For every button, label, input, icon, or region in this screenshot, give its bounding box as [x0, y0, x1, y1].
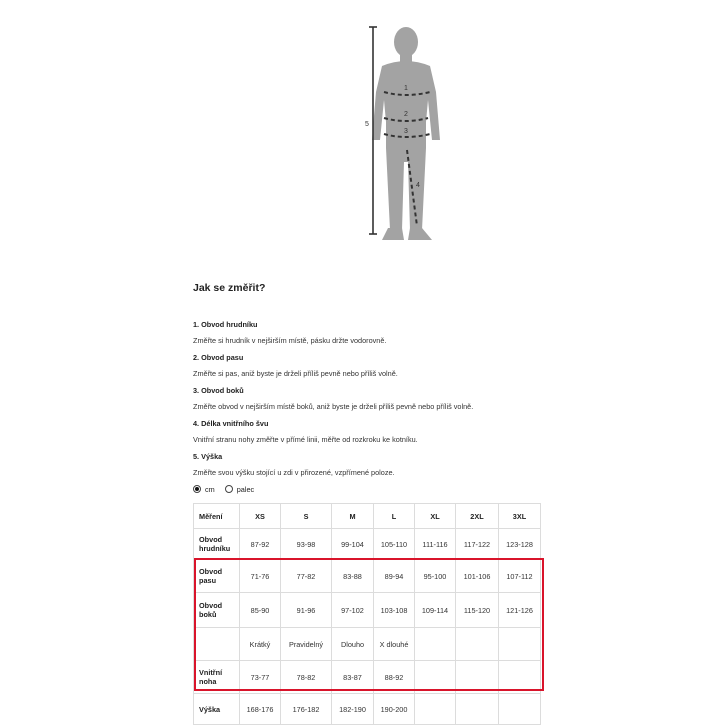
column-header: Měření — [194, 504, 240, 529]
table-cell: 168-176 — [240, 694, 281, 725]
step-title: 1. Obvod hrudníku — [193, 319, 258, 329]
table-cell: 105-110 — [374, 529, 415, 560]
table-cell — [499, 628, 541, 661]
table-cell: 78-82 — [281, 661, 332, 694]
row-label: Obvod hrudníku — [194, 529, 240, 560]
unit-label-palec: palec — [236, 484, 255, 494]
table-cell — [456, 661, 499, 694]
row-label — [194, 628, 240, 661]
table-cell: Dlouho — [332, 628, 374, 661]
step-desc: Vnitřní stranu nohy změřte v přímé linii, měřte od rozkroku ke kotníku. — [193, 435, 418, 444]
table-cell: 121-126 — [499, 593, 541, 628]
table-cell: 109-114 — [415, 593, 456, 628]
row-label: Obvod boků — [194, 593, 240, 628]
table-cell: X dlouhé — [374, 628, 415, 661]
table-cell: 91-96 — [281, 593, 332, 628]
column-header: L — [374, 504, 415, 529]
table-cell — [415, 661, 456, 694]
step-title: 3. Obvod boků — [193, 385, 244, 395]
table-cell: 99-104 — [332, 529, 374, 560]
table-cell: 89-94 — [374, 560, 415, 593]
row-label: Obvod pasu — [194, 560, 240, 593]
unit-label-cm: cm — [205, 484, 215, 494]
row-label: Výška — [194, 694, 240, 725]
table-row — [194, 529, 541, 560]
section-heading: Jak se změřit? — [193, 282, 266, 294]
table-cell: 71-76 — [240, 560, 281, 593]
table-row — [194, 560, 541, 593]
marker-5: 5 — [365, 121, 369, 128]
marker-4: 4 — [416, 182, 420, 189]
table-cell: 101-106 — [456, 560, 499, 593]
measure-guide — [193, 282, 543, 725]
table-cell: 190-200 — [374, 694, 415, 725]
table-cell: 77-82 — [281, 560, 332, 593]
size-table — [193, 503, 541, 725]
table-cell: 107-112 — [499, 560, 541, 593]
table-cell: Pravidelný — [281, 628, 332, 661]
step-title: 4. Délka vnitřního švu — [193, 418, 269, 428]
table-cell: Krátký — [240, 628, 281, 661]
table-cell: 117-122 — [456, 529, 499, 560]
column-header: S — [281, 504, 332, 529]
column-header: XL — [415, 504, 456, 529]
steps-list — [193, 316, 543, 481]
table-cell: 73-77 — [240, 661, 281, 694]
radio-palec[interactable] — [225, 485, 233, 493]
table-cell: 85-90 — [240, 593, 281, 628]
step-desc: Změřte si hrudník v nejširším místě, pásku držte vodorovně. — [193, 336, 387, 345]
table-cell: 182-190 — [332, 694, 374, 725]
table-cell: 111-116 — [415, 529, 456, 560]
table-cell: 93-98 — [281, 529, 332, 560]
marker-2: 2 — [404, 111, 408, 118]
table-cell: 83-87 — [332, 661, 374, 694]
step-desc: Změřte svou výšku stojící u zdi v přirozené, vzpřímené poloze. — [193, 468, 395, 477]
column-header: XS — [240, 504, 281, 529]
table-cell: 87-92 — [240, 529, 281, 560]
table-header-row — [194, 504, 541, 529]
radio-cm[interactable] — [193, 485, 201, 493]
step-desc: Změřte obvod v nejširším místě boků, aniž byste je drželi příliš pevně nebo příliš volně. — [193, 402, 474, 411]
step-title: 2. Obvod pasu — [193, 352, 244, 362]
table-cell: 83-88 — [332, 560, 374, 593]
table-cell: 97-102 — [332, 593, 374, 628]
table-row — [194, 593, 541, 628]
table-cell: 115-120 — [456, 593, 499, 628]
table-cell — [499, 661, 541, 694]
table-cell — [415, 628, 456, 661]
step-title: 5. Výška — [193, 451, 223, 461]
man-silhouette-icon — [360, 22, 460, 244]
table-row — [194, 661, 541, 694]
step-desc: Změřte si pas, aniž byste je drželi příliš pevně nebo příliš volně. — [193, 369, 398, 378]
marker-3: 3 — [404, 128, 408, 135]
unit-toggle — [193, 481, 543, 497]
column-header: 3XL — [499, 504, 541, 529]
column-header: 2XL — [456, 504, 499, 529]
table-cell: 103-108 — [374, 593, 415, 628]
table-cell: 176-182 — [281, 694, 332, 725]
table-cell — [456, 628, 499, 661]
table-row — [194, 628, 541, 661]
row-label: Vnitřní noha — [194, 661, 240, 694]
table-cell: 95-100 — [415, 560, 456, 593]
marker-1: 1 — [404, 85, 408, 92]
column-header: M — [332, 504, 374, 529]
table-cell: 123-128 — [499, 529, 541, 560]
table-cell: 88-92 — [374, 661, 415, 694]
body-measurement-figure — [360, 22, 460, 244]
